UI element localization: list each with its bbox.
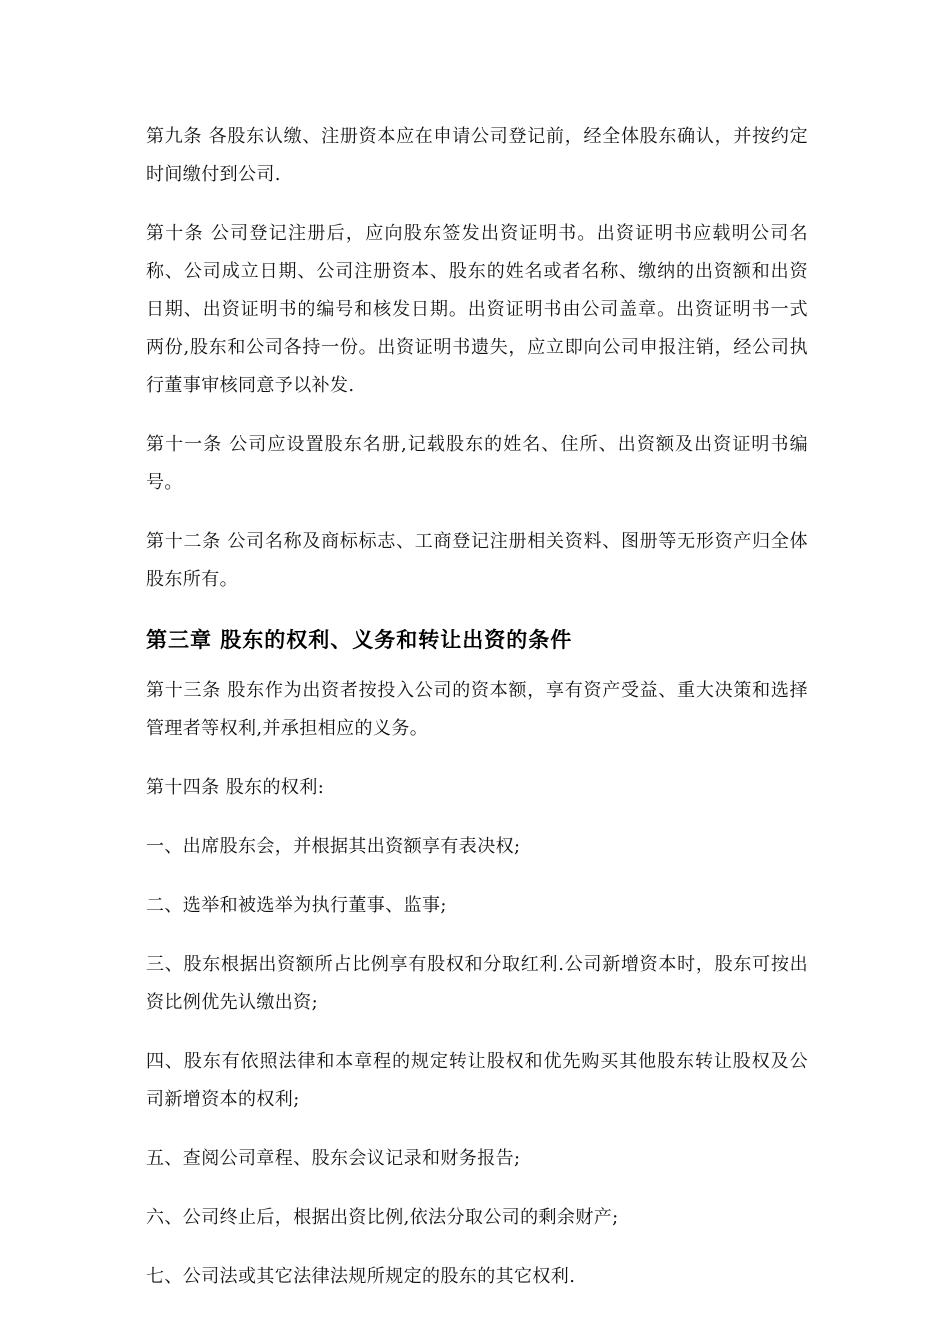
article-12: 第十二条 公司名称及商标标志、工商登记注册相关资料、图册等无形资产归全体股东所有。 bbox=[146, 531, 808, 590]
list-item-1: 一、出席股东会，并根据其出资额享有表决权; bbox=[146, 836, 521, 857]
document-page bbox=[146, 118, 808, 1317]
article-10: 第十条 公司登记注册后，应向股东签发出资证明书。出资证明书应载明公司名称、公司成立日期、公司注册资本、股东的姓名或者名称、缴纳的出资额和出资日期、出资证明书的编号和核发日期。出资证明书由公司盖章。出资证明书一式两份,股东和公司各持一份。出资证明书遗失，应立即向公司申报注销，经公司执行董事审核同意予以补发. bbox=[146, 223, 808, 396]
article-11: 第十一条 公司应设置股东名册,记载股东的姓名、住所、出资额及出资证明书编号。 bbox=[146, 434, 808, 493]
article-14-heading: 第十四条 股东的权利: bbox=[146, 777, 325, 798]
list-item-7: 七、公司法或其它法律法规所规定的股东的其它权利. bbox=[146, 1266, 576, 1287]
list-item-2: 二、选举和被选举为执行董事、监事; bbox=[146, 895, 447, 916]
list-item-5: 五、查阅公司章程、股东会议记录和财务报告; bbox=[146, 1148, 521, 1169]
list-item-3: 三、股东根据出资额所占比例享有股权和分取红利.公司新增资本时，股东可按出资比例优先认缴出资; bbox=[146, 954, 808, 1013]
article-13: 第十三条 股东作为出资者按投入公司的资本额，享有资产受益、重大决策和选择管理者等权利,并承担相应的义务。 bbox=[146, 680, 808, 739]
article-9: 第九条 各股东认缴、注册资本应在申请公司登记前，经全体股东确认，并按约定时间缴付到公司. bbox=[146, 126, 808, 185]
list-item-6: 六、公司终止后，根据出资比例,依法分取公司的剩余财产; bbox=[146, 1207, 619, 1228]
list-item-4: 四、股东有依照法律和本章程的规定转让股权和优先购买其他股东转让股权及公司新增资本的权利; bbox=[146, 1051, 808, 1110]
chapter-title: 第三章 股东的权利、义务和转让出资的条件 bbox=[146, 628, 573, 652]
